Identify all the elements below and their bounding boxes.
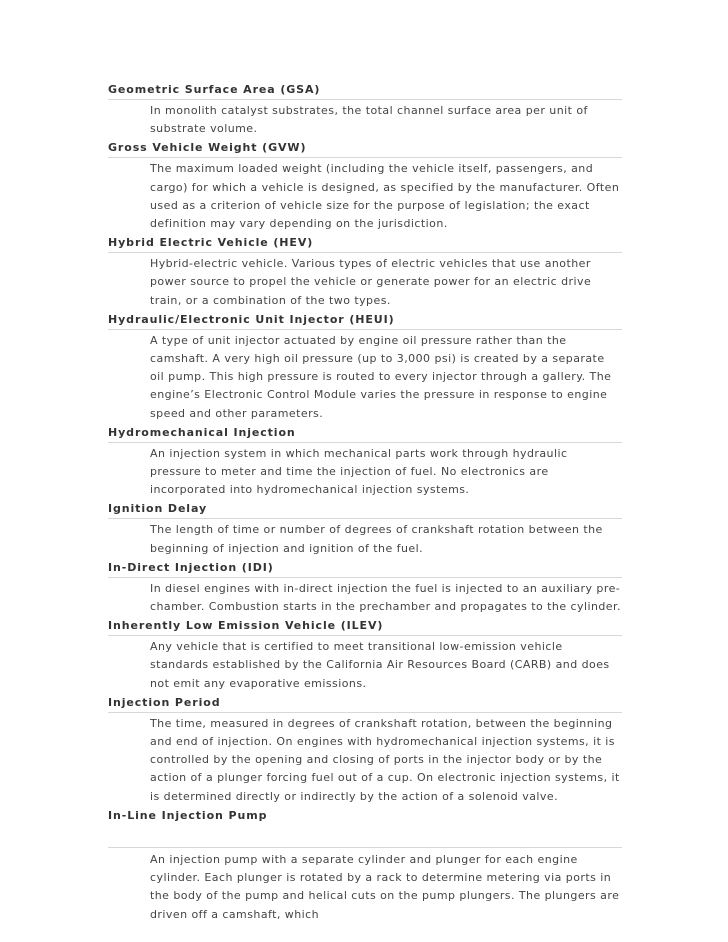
glossary-entry [108, 310, 622, 423]
glossary-entry [108, 693, 622, 806]
glossary-entry [108, 499, 622, 557]
glossary-definition: In diesel engines with in-direct injection the fuel is injected to an auxiliary pre-chamber. Combustion starts in the prechamber and propagates to the cylinder. [150, 581, 621, 614]
glossary-definition: A type of unit injector actuated by engine oil pressure rather than the camshaft. A very high oil pressure (up to 3,000 psi) is created by a separate oil pump. This high pressure is routed to every injector through a gallery. The engine’s Electronic Control Module varies the pressure in response to engine speed and other parameters. [150, 333, 612, 420]
glossary-entry [108, 806, 622, 924]
glossary-definition: Hybrid-electric vehicle. Various types of electric vehicles that use another power source to propel the vehicle or generate power for an electric drive train, or a combination of the two types. [150, 257, 592, 307]
glossary-term: Hybrid Electric Vehicle (HEV) [108, 233, 622, 253]
glossary-term: Ignition Delay [108, 499, 622, 519]
glossary-entry [108, 80, 622, 138]
glossary-definition: An injection pump with a separate cylinder and plunger for each engine cylinder. Each plunger is rotated by a rack to determine metering via ports in the body of the pump and helical cuts on the pump plungers. The plungers are driven off a camshaft, which [150, 852, 620, 921]
glossary-definition: Any vehicle that is certified to meet transitional low-emission vehicle standards established by the California Air Resources Board (CARB) and does not emit any evaporative emissions. [150, 640, 610, 690]
glossary-entry [108, 423, 622, 500]
glossary-definition: The length of time or number of degrees of crankshaft rotation between the beginning of injection and ignition of the fuel. [150, 523, 603, 555]
glossary-entry [108, 138, 622, 233]
glossary-term: Injection Period [108, 693, 622, 713]
glossary-entry [108, 233, 622, 310]
glossary-term: Hydromechanical Injection [108, 423, 622, 443]
glossary-term: Inherently Low Emission Vehicle (ILEV) [108, 616, 622, 636]
section-divider [108, 825, 622, 848]
glossary-term: In-Line Injection Pump [108, 808, 268, 822]
glossary-term: Gross Vehicle Weight (GVW) [108, 138, 622, 158]
glossary-definition: In monolith catalyst substrates, the total channel surface area per unit of substrate volume. [150, 104, 588, 136]
glossary-term: In-Direct Injection (IDI) [108, 558, 622, 578]
glossary-term: Geometric Surface Area (GSA) [108, 80, 622, 100]
glossary-page [108, 80, 622, 924]
glossary-term: Hydraulic/Electronic Unit Injector (HEUI) [108, 310, 622, 330]
glossary-definition: The time, measured in degrees of crankshaft rotation, between the beginning and end of injection. On engines with hydromechanical injection systems, it is controlled by the opening and closing of ports in the injector body or by the action of a plunger forcing fuel out of a cup. On electronic injection systems, it is determined directly or indirectly by the action of a solenoid valve. [150, 716, 620, 803]
glossary-entry [108, 616, 622, 693]
glossary-definition: An injection system in which mechanical parts work through hydraulic pressure to meter and time the injection of fuel. No electronics are incorporated into hydromechanical injection systems. [150, 446, 568, 497]
glossary-entry [108, 558, 622, 616]
glossary-definition: The maximum loaded weight (including the vehicle itself, passengers, and cargo) for which a vehicle is designed, as specified by the manufacturer. Often used as a criterion of vehicle size for the purpose of legislation; the exact definition may vary depending on the jurisdiction. [150, 162, 620, 231]
